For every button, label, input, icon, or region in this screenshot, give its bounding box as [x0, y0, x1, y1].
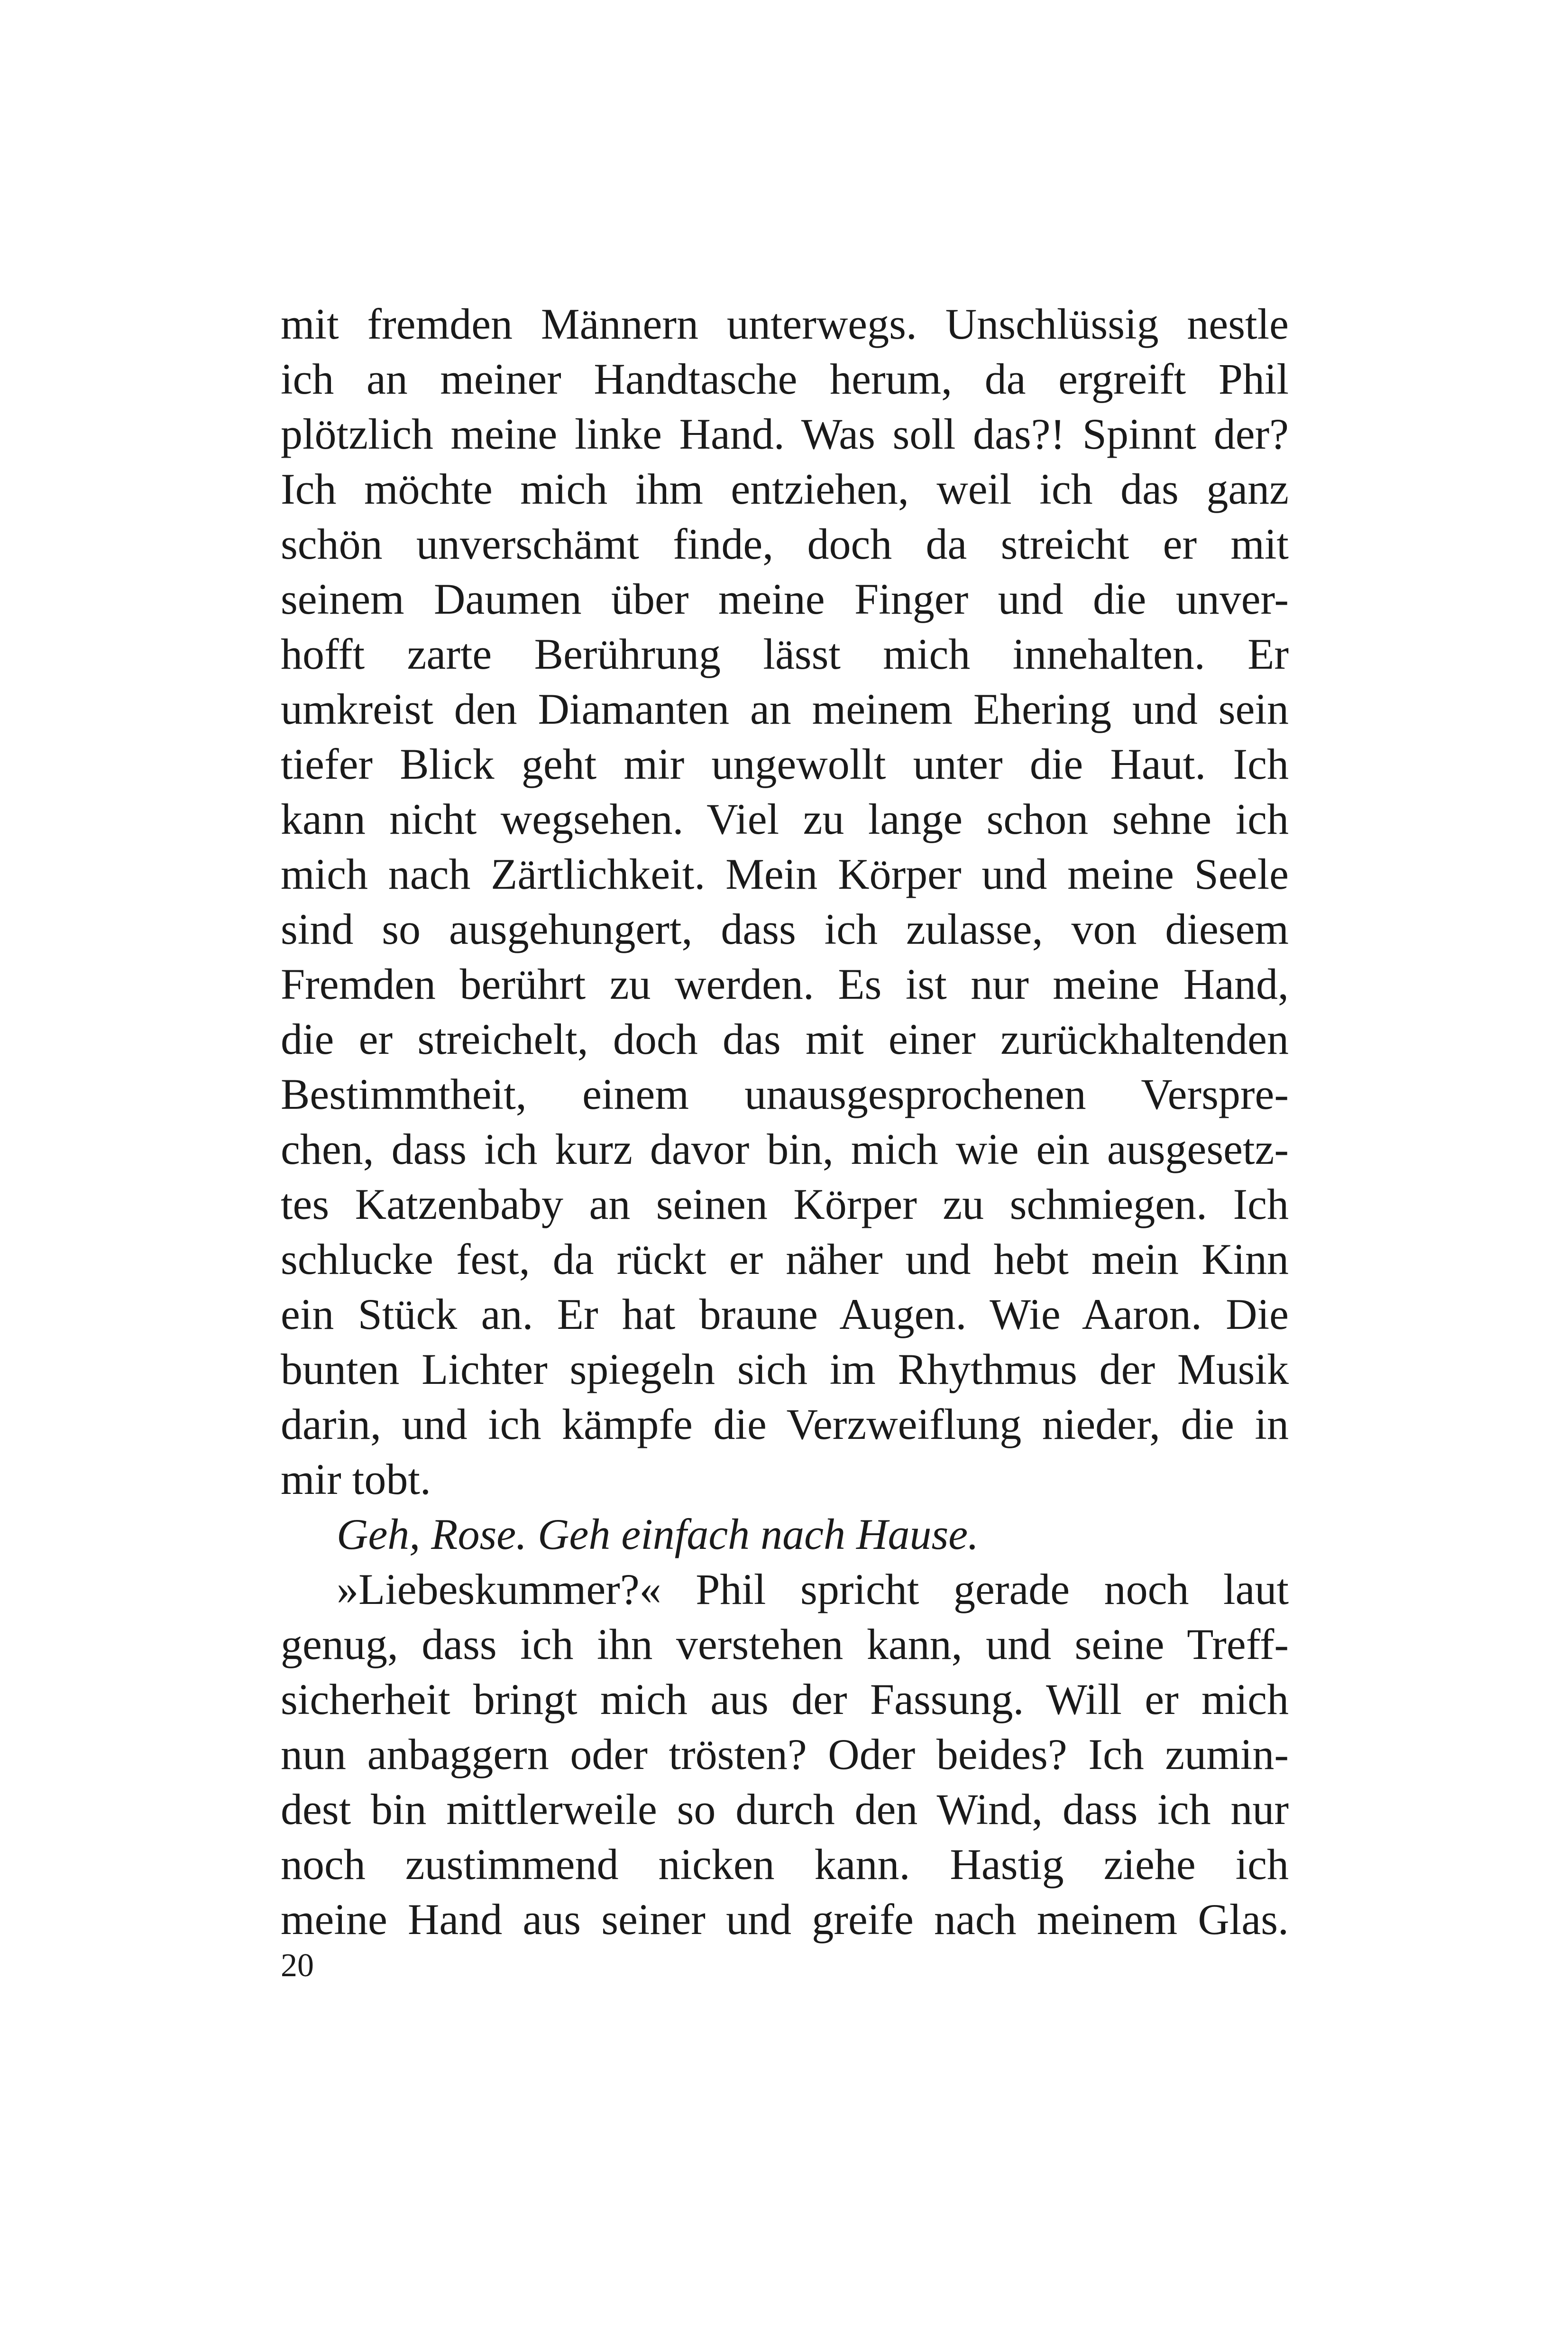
text-line: Bestimmtheit, einem unausgesprochenen Verspre- [281, 1070, 1289, 1118]
text-line: nun anbaggern oder trösten? Oder beides? Ich zumin- [281, 1730, 1289, 1778]
text-line: mir tobt. [281, 1455, 431, 1503]
text-line: sicherheit bringt mich aus der Fassung. Will er mich [281, 1675, 1289, 1723]
text-line: die er streichelt, doch das mit einer zurückhaltenden [281, 1015, 1289, 1063]
italic-thought-line: Geh, Rose. Geh einfach nach Hause. [337, 1510, 979, 1558]
text-line: plötzlich meine linke Hand. Was soll das?! Spinnt der? [281, 410, 1289, 458]
text-line: kann nicht wegsehen. Viel zu lange schon sehne ich [281, 795, 1289, 843]
text-line: dest bin mittlerweile so durch den Wind, dass ich nur [281, 1785, 1289, 1833]
text-line: »Liebeskummer?« Phil spricht gerade noch laut [337, 1565, 1289, 1613]
text-line: tiefer Blick geht mir ungewollt unter die Haut. Ich [281, 740, 1289, 788]
text-line: schön unverschämt finde, doch da streicht er mit [281, 520, 1289, 568]
text-line: umkreist den Diamanten an meinem Ehering und sein [281, 685, 1289, 733]
text-line: seinem Daumen über meine Finger und die unver- [281, 575, 1289, 623]
page-number: 20 [281, 1947, 314, 1984]
text-line: mit fremden Männern unterwegs. Unschlüssig nestle [281, 300, 1289, 348]
text-line: bunten Lichter spiegeln sich im Rhythmus der Musik [281, 1345, 1289, 1393]
text-line: ein Stück an. Er hat braune Augen. Wie Aaron. Die [281, 1290, 1289, 1338]
text-line: genug, dass ich ihn verstehen kann, und seine Treff- [281, 1620, 1289, 1668]
text-line: sind so ausgehungert, dass ich zulasse, von diesem [281, 905, 1289, 953]
text-line: ich an meiner Handtasche herum, da ergreift Phil [281, 355, 1289, 403]
text-line: noch zustimmend nicken kann. Hastig ziehe ich [281, 1840, 1289, 1888]
text-line: Fremden berührt zu werden. Es ist nur meine Hand, [281, 960, 1289, 1008]
book-page-text [281, 296, 1289, 1947]
text-line: hofft zarte Berührung lässt mich innehalten. Er [281, 630, 1289, 678]
text-line: mich nach Zärtlichkeit. Mein Körper und meine Seele [281, 850, 1289, 898]
text-line: schlucke fest, da rückt er näher und hebt mein Kinn [281, 1235, 1289, 1283]
text-line: tes Katzenbaby an seinen Körper zu schmiegen. Ich [281, 1180, 1289, 1228]
text-line: Ich möchte mich ihm entziehen, weil ich das ganz [281, 465, 1289, 513]
text-line: darin, und ich kämpfe die Verzweiflung nieder, die in [281, 1400, 1289, 1448]
text-line: chen, dass ich kurz davor bin, mich wie ein ausgesetz- [281, 1125, 1289, 1173]
text-line: meine Hand aus seiner und greife nach meinem Glas. [281, 1895, 1289, 1943]
